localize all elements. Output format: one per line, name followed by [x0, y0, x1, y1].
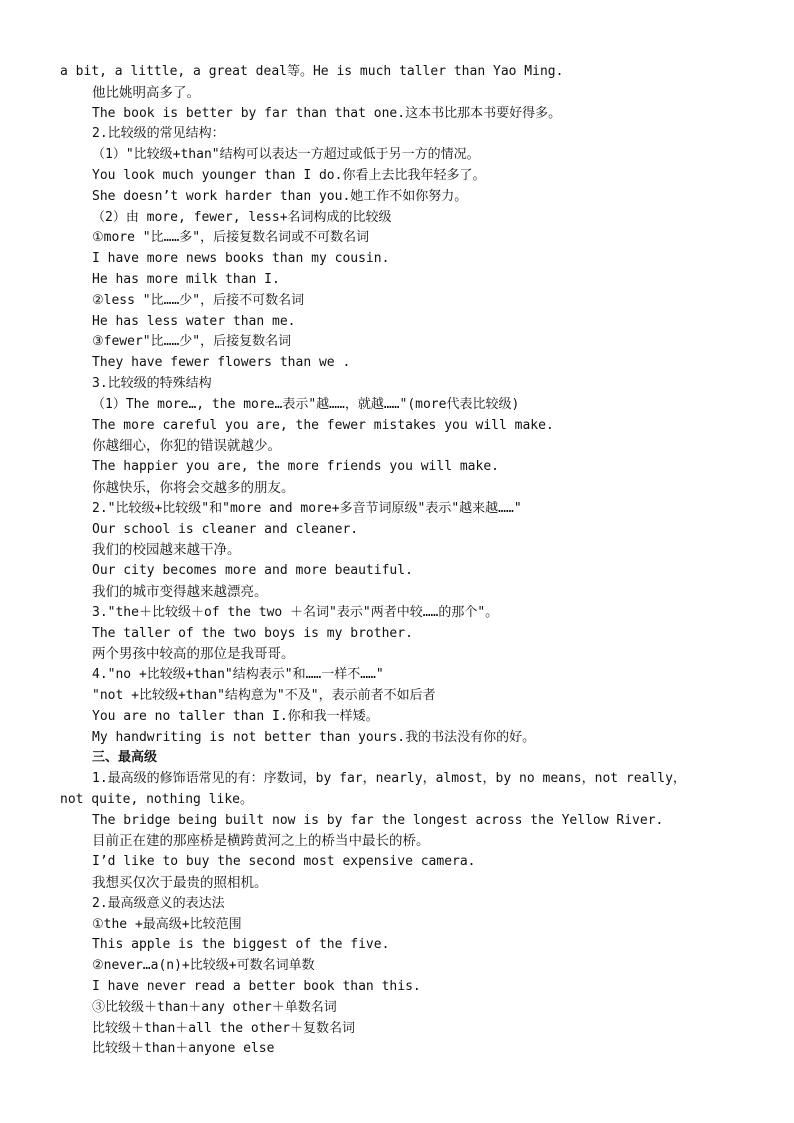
text-line: "not +比较级+than"结构意为"不及"，表示前者不如后者 [92, 687, 436, 703]
text-line: 1.最高级的修饰语常见的有：序数词，by far，nearly，almost，by no means，not really， [92, 771, 686, 787]
document-body [0, 62, 794, 1060]
text-line: My handwriting is not better than yours.我的书法没有你的好。 [92, 729, 536, 745]
text-line: You look much younger than I do.你看上去比我年轻多了。 [92, 167, 486, 183]
text-line: 2.比较级的常见结构： [92, 126, 225, 142]
text-line: 我们的校园越来越干净。 [92, 542, 241, 559]
text-line: 2."比较级+比较级"和"more and more+多音节词原级"表示"越来越……" [92, 500, 522, 516]
text-line: 比较级＋than＋all the other＋复数名词 [92, 1020, 356, 1036]
text-line: ②less "比……少"，后接不可数名词 [92, 292, 305, 308]
text-line: 比较级＋than＋anyone else [92, 1041, 275, 1057]
text-line: The book is better by far than that one.这本书比那本书要好得多。 [92, 105, 562, 121]
text-line: 他比姚明高多了。 [92, 84, 200, 101]
text-line: He has more milk than I. [92, 271, 280, 287]
text-line: 我们的城市变得越来越漂亮。 [92, 583, 268, 600]
text-line: （2）由 more, fewer, less+名词构成的比较级 [92, 209, 392, 225]
text-line: I’d like to buy the second most expensive camera. [92, 854, 476, 870]
text-line: 2.最高级意义的表达法 [92, 895, 225, 911]
text-line: 我想买仅次于最贵的照相机。 [92, 875, 268, 892]
text-line: ③fewer"比……少"，后接复数名词 [92, 334, 292, 350]
text-line: I have never read a better book than this. [92, 979, 421, 995]
text-line: （1）The more…, the more…表示"越……，就越……"(more代表比较级) [92, 396, 520, 412]
text-line: You are no taller than I.你和我一样矮。 [92, 708, 379, 724]
text-line: I have more news books than my cousin. [92, 251, 390, 267]
text-line: ①the +最高级+比较范围 [92, 916, 242, 932]
text-line: （1）"比较级+than"结构可以表达一方超过或低于另一方的情况。 [92, 147, 480, 163]
text-line: 4."no +比较级+than"结构表示"和……一样不……" [92, 667, 384, 683]
text-line: The happier you are, the more friends you will make. [92, 459, 499, 475]
text-line: 目前正在建的那座桥是横跨黄河之上的桥当中最长的桥。 [92, 833, 430, 850]
text-line: Our school is cleaner and cleaner. [92, 521, 359, 537]
text-line: not quite, nothing like。 [60, 791, 254, 807]
text-line: a bit, a little, a great deal等。He is much taller than Yao Ming. [60, 64, 564, 79]
text-line: They have fewer flowers than we . [92, 355, 351, 371]
text-line: ③比较级＋than＋any other＋单数名词 [92, 999, 337, 1015]
text-line: 两个男孩中较高的那位是我哥哥。 [92, 646, 295, 663]
text-line: The taller of the two boys is my brother. [92, 625, 413, 641]
text-line: Our city becomes more and more beautiful. [92, 563, 413, 579]
text-line: 3.比较级的特殊结构 [92, 375, 212, 391]
text-line: ②never…a(n)+比较级+可数名词单数 [92, 958, 315, 974]
section-heading: 三、最高级 [92, 750, 158, 766]
text-line: 你越细心，你犯的错误就越少。 [92, 438, 281, 455]
text-line: She doesn’t work harder than you.她工作不如你努力。 [92, 188, 468, 204]
text-line: The more careful you are, the fewer mistakes you will make. [92, 417, 554, 433]
text-line: The bridge being built now is by far the longest across the Yellow River. [92, 812, 664, 828]
text-line: This apple is the biggest of the five. [92, 937, 390, 953]
text-line: He has less water than me. [92, 313, 296, 329]
text-line: 你越快乐，你将会交越多的朋友。 [92, 479, 295, 496]
text-line: 3."the＋比较级＋of the two ＋名词"表示"两者中较……的那个"。 [92, 604, 499, 620]
text-line: ①more "比……多"，后接复数名词或不可数名词 [92, 230, 370, 246]
